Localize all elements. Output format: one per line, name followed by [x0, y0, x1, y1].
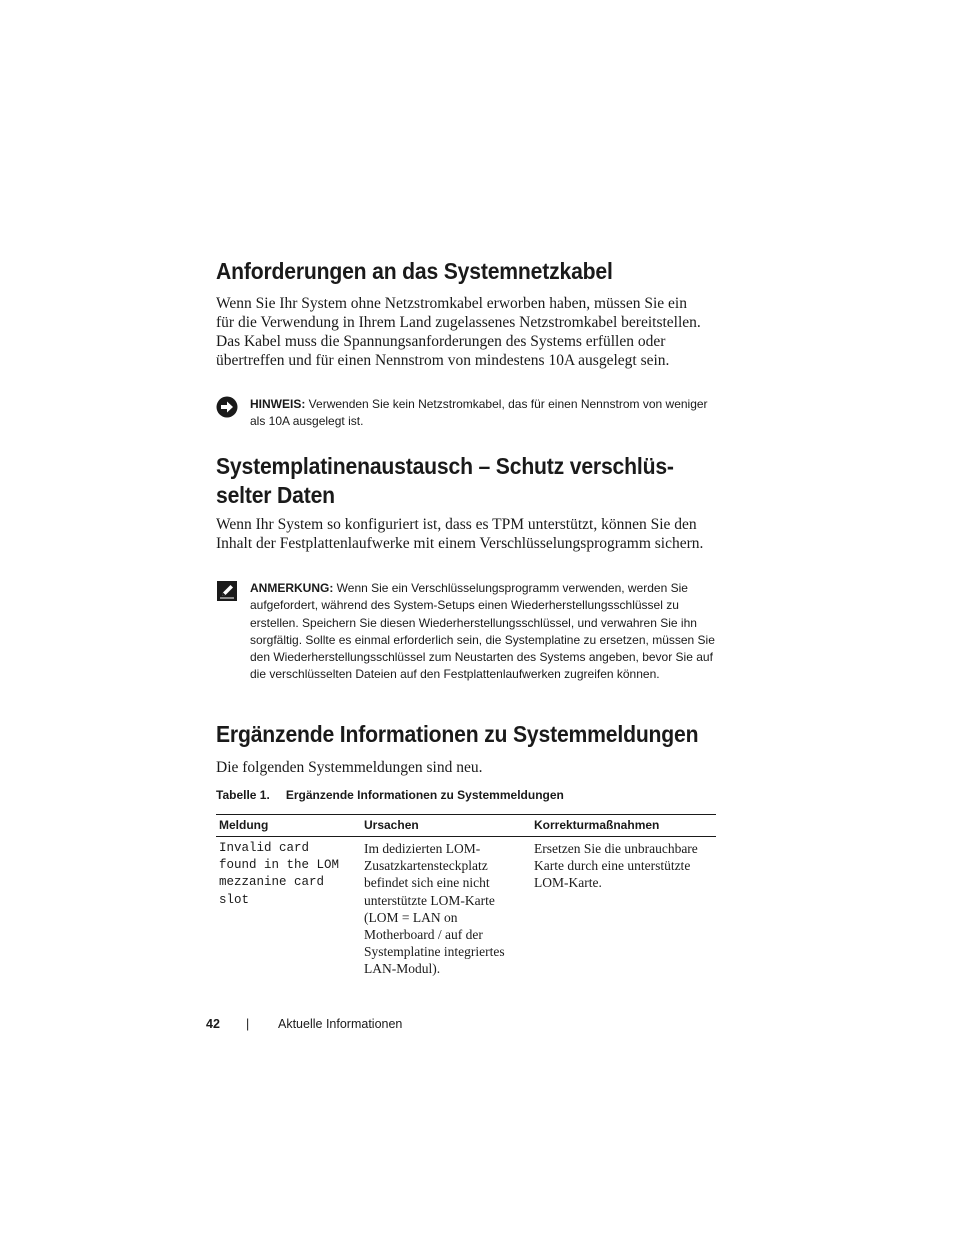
- section-heading-power-cable: Anforderungen an das Systemnetzkabel: [216, 258, 613, 284]
- table-header-row: [216, 815, 716, 837]
- section-heading-board-replacement: [216, 452, 674, 510]
- section-body-power-cable: Wenn Sie Ihr System ohne Netzstromkabel erworben haben, müssen Sie ein für die Verwendung in Ihrem Land zugelassenes Netzstromkabel bereitstellen. Das Kabel muss die Spannungsanforderungen des Systems erfüllen oder übertreffen und für einen Nennstrom von mindestens 10A ausgelegt sein.: [216, 295, 701, 369]
- heading-line-2: selter Daten: [216, 482, 335, 508]
- notice-box: [216, 396, 716, 431]
- footer-separator: |: [246, 1017, 250, 1031]
- table-caption: [216, 788, 564, 802]
- cell-message: Invalid card found in the LOM mezzanine card slot: [219, 841, 340, 907]
- cell-action: Ersetzen Sie die unbrauchbare Karte durch eine unterstützte LOM-Karte.: [534, 841, 698, 891]
- heading-line-1: Systemplatinenaustausch – Schutz verschlüs-: [216, 453, 674, 479]
- page-footer: [206, 1017, 220, 1031]
- notice-label: HINWEIS:: [250, 397, 306, 411]
- page-number: 42: [206, 1017, 220, 1031]
- section-body-system-messages: Die folgenden Systemmeldungen sind neu.: [216, 759, 483, 776]
- note-box: [216, 580, 716, 684]
- notice-text: Verwenden Sie kein Netzstromkabel, das für einen Nennstrom von weniger als 10A ausgelegt ist.: [250, 397, 708, 429]
- note-text: Wenn Sie ein Verschlüsselungsprogramm verwenden, werden Sie aufgefordert, während des System-Setups einen Wiederherstellungsschlüssel zu erstellen. Speichern Sie diesen Wiederherstellungsschlüssel, und verwahren Sie ihn sorgfältig. Sollte es einmal erforderlich sein, die Systemplatine zu ersetzen, müssen Sie den Wiederherstellungsschlüssel zum Neustarten des Systems angeben, bevor Sie auf die verschlüsselten Dateien auf den Festplattenlaufwerken zugreifen können.: [250, 581, 715, 682]
- section-heading-system-messages: Ergänzende Informationen zu Systemmeldungen: [216, 721, 699, 747]
- section-body-board-replacement: Wenn Ihr System so konfiguriert ist, dass es TPM unterstützt, können Sie den Inhalt der Festplattenlaufwerke mit einem Verschlüsselungsprogramm sichern.: [216, 516, 704, 552]
- column-header-ursachen: Ursachen: [361, 815, 531, 837]
- notice-arrow-icon: [216, 396, 238, 418]
- table-caption-label: Tabelle 1.: [216, 788, 270, 802]
- column-header-meldung: Meldung: [216, 815, 361, 837]
- note-label: ANMERKUNG:: [250, 581, 334, 595]
- pencil-note-icon: [216, 580, 238, 602]
- table-caption-title: Ergänzende Informationen zu Systemmeldungen: [285, 788, 564, 802]
- table-row: [216, 837, 716, 978]
- system-messages-table: [216, 814, 716, 978]
- column-header-korrekturmassnahmen: Korrekturmaßnahmen: [531, 815, 716, 837]
- cell-cause: Im dedizierten LOM-Zusatzkartensteckplatz befindet sich eine nicht unterstützte LOM-Karte (LOM = LAN on Motherboard / auf der Systemplatine integriertes LAN-Modul).: [364, 841, 505, 977]
- footer-section-title: Aktuelle Informationen: [278, 1017, 403, 1031]
